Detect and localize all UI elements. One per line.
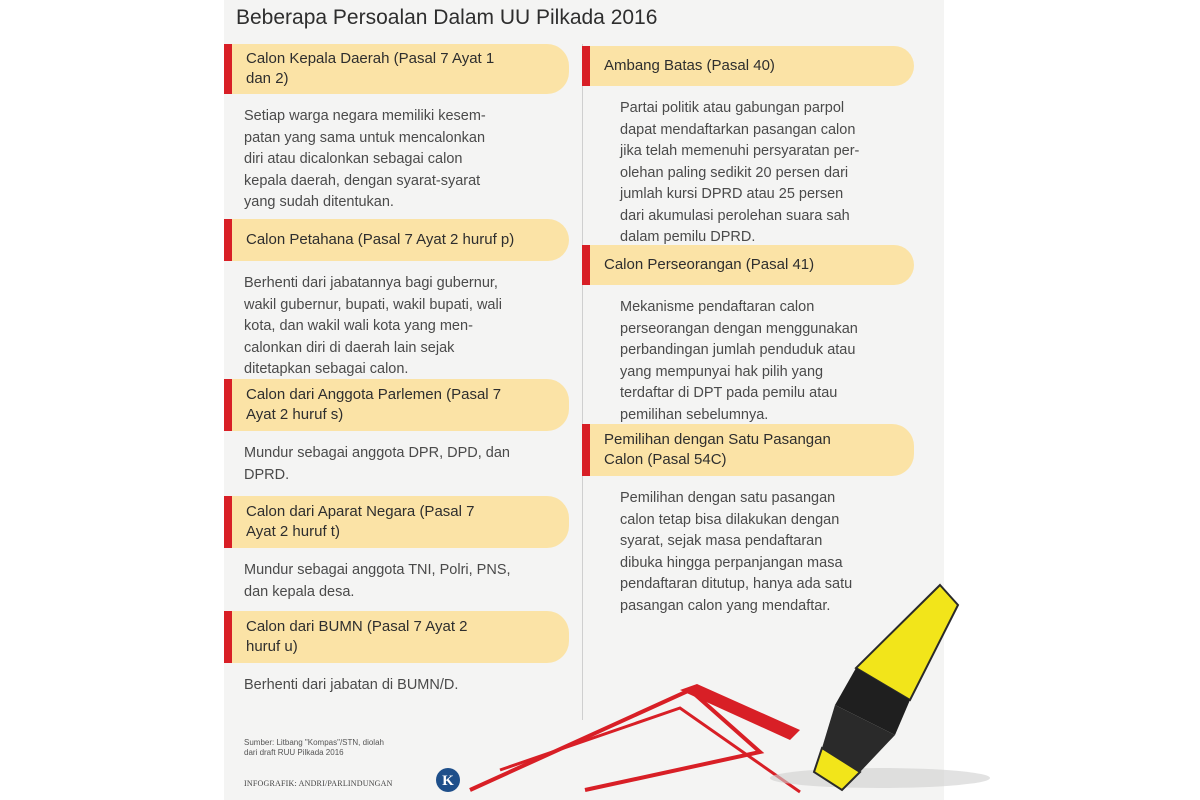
body-line: perbandingan jumlah penduduk atau xyxy=(620,342,856,358)
body-line: kota, dan wakil wali kota yang men- xyxy=(244,318,473,334)
body-line: yang mempunyai hak pilih yang xyxy=(620,363,824,380)
heading-line: Calon Kepala Daerah (Pasal 7 Ayat 1 xyxy=(246,50,495,67)
body-line: calon tetap bisa dilakukan dengan xyxy=(620,511,840,528)
body-line: Partai politik atau gabungan parpol xyxy=(620,100,845,116)
body-line: pemilihan sebelumnya. xyxy=(620,406,769,423)
body-line: olehan paling sedikit 20 persen dari xyxy=(620,164,849,181)
body-line: dibuka hingga perpanjangan masa xyxy=(620,554,843,571)
source-note xyxy=(244,738,384,758)
body-line: dalam pemilu DPRD. xyxy=(620,229,756,245)
body-line: wakil gubernur, bupati, wakil bupati, wali xyxy=(244,296,502,313)
kompas-k-glyph xyxy=(436,768,460,792)
body-line: ditetapkan sebagai calon. xyxy=(244,361,409,377)
heading-line: Calon dari Aparat Negara (Pasal 7 xyxy=(246,503,475,520)
body-line: pasangan calon yang mendaftar. xyxy=(620,597,831,614)
body-line: Mundur sebagai anggota DPR, DPD, dan xyxy=(244,445,510,461)
marker-shadow xyxy=(770,768,990,788)
source-line-1: Sumber: Litbang "Kompas"/STN, diolah xyxy=(244,738,384,747)
body-line: dan kepala desa. xyxy=(244,583,355,600)
body-line: syarat, sejak masa pendaftaran xyxy=(620,533,823,549)
heading-line: Calon Perseorangan (Pasal 41) xyxy=(604,256,815,273)
body-line: yang sudah ditentukan. xyxy=(244,194,394,210)
heading-line: Pemilihan dengan Satu Pasangan xyxy=(604,431,831,448)
heading-line: Calon Petahana (Pasal 7 Ayat 2 huruf p) xyxy=(246,231,515,248)
svg-text:K: K xyxy=(442,773,454,789)
body-line: calonkan diri di daerah lain sejak xyxy=(244,339,455,356)
body-line: diri atau dicalonkan sebagai calon xyxy=(244,151,463,167)
body-line: Pemilihan dengan satu pasangan xyxy=(620,490,836,506)
body-line: patan yang sama untuk mencalonkan xyxy=(244,129,486,146)
heading-line: huruf u) xyxy=(246,638,298,655)
source-line-2: dari draft RUU Pilkada 2016 xyxy=(244,748,344,757)
body-line: Mundur sebagai anggota TNI, Polri, PNS, xyxy=(244,562,511,578)
body-line: dapat mendaftarkan pasangan calon xyxy=(620,121,856,138)
infographic-title: Beberapa Persoalan Dalam UU Pilkada 2016 xyxy=(236,6,658,29)
body-line: terdaftar di DPT pada pemilu atau xyxy=(620,385,838,401)
heading-line: Ayat 2 huruf s) xyxy=(246,406,344,423)
heading-line: Ambang Batas (Pasal 40) xyxy=(604,57,775,74)
body-line: Setiap warga negara memiliki kesem- xyxy=(244,108,486,124)
body-line: Berhenti dari jabatan di BUMN/D. xyxy=(244,677,459,693)
heading-line: Ayat 2 huruf t) xyxy=(246,523,340,540)
red-scribble-fill xyxy=(680,684,800,740)
body-line: kepala daerah, dengan syarat-syarat xyxy=(244,172,481,189)
kompas-logo-icon xyxy=(436,768,460,792)
heading-line: Calon dari BUMN (Pasal 7 Ayat 2 xyxy=(246,618,468,635)
heading-line: dan 2) xyxy=(246,70,289,87)
body-line: Berhenti dari jabatannya bagi gubernur, xyxy=(244,275,498,291)
heading-line: Calon (Pasal 54C) xyxy=(604,451,727,468)
body-line: jika telah memenuhi persyaratan per- xyxy=(620,143,860,159)
marker-icon xyxy=(814,585,958,790)
body-line: jumlah kursi DPRD atau 25 persen xyxy=(620,186,844,202)
body-line: Mekanisme pendaftaran calon xyxy=(620,299,815,315)
body-line: pendaftaran ditutup, hanya ada satu xyxy=(620,576,853,592)
infographic-credit: INFOGRAFIK: ANDRI/PARLINDUNGAN xyxy=(244,779,393,788)
body-line: DPRD. xyxy=(244,466,290,483)
heading-line: Calon dari Anggota Parlemen (Pasal 7 xyxy=(246,386,502,403)
body-line: perseorangan dengan menggunakan xyxy=(620,320,858,337)
body-line: dari akumulasi perolehan suara sah xyxy=(620,207,850,224)
